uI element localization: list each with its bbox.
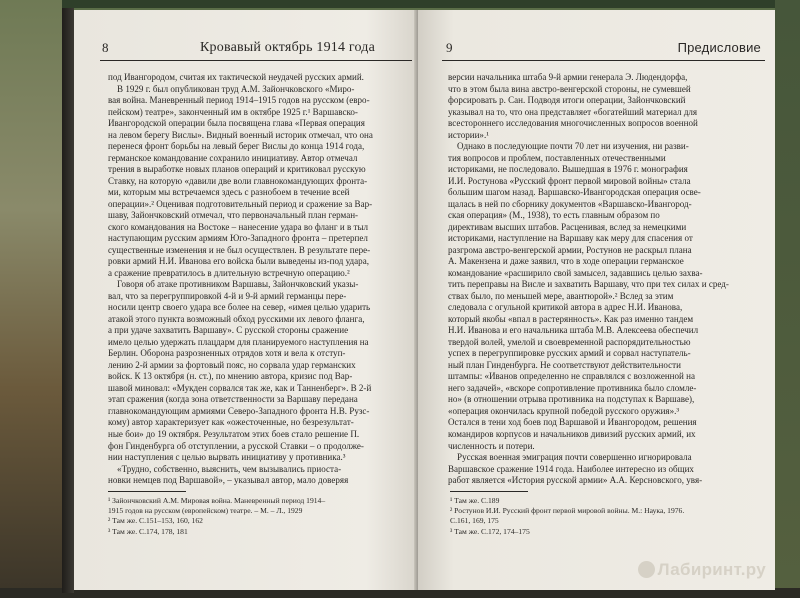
text-line: ровки армий Н.И. Иванова его войска были выведены из-под удара, (108, 256, 369, 267)
text-line: штампы: «Иванов определенно не справлялся с возложенной на (448, 371, 695, 382)
right-footnote-rule (450, 491, 528, 492)
footnote-line: С.161, 169, 175 (450, 516, 499, 526)
text-line: имело целью удержать плацдарм для планируемого наступления на (108, 336, 369, 347)
watermark-text: Лабиринт.ру (657, 560, 766, 579)
text-line: главнокомандующим армиями Северо-Западного фронта Н.В. Рузс- (108, 405, 370, 416)
text-line: Ставку, на которую «давили две воли главнокомандующих фронта- (108, 175, 368, 186)
left-page (74, 10, 418, 590)
text-line: атакой этого пункта возможный обход русскими их левого фланга, (108, 313, 365, 324)
text-line: фон Гинденбурга об отступлении, а русской Ставки – о продолже- (108, 440, 364, 451)
text-line: всестороннего исследования многочисленных вопросов военной (448, 118, 698, 129)
right-header-rule (442, 60, 765, 61)
text-line: шаву, Зайончковский отмечал, что первоначальный план герман- (108, 210, 359, 221)
text-line: численность и потери. (448, 440, 535, 451)
text-line: носили центр своего удара все более на север, «имея целью ударить (108, 302, 371, 313)
text-line: пейском) театре», законченный им в октябре 1925 г.¹ Варшавско- (108, 106, 358, 117)
text-line: щалась в ней по сборнику документов «Варшавско-Ивангород- (448, 198, 692, 209)
text-line: И.И. Ростунова «Русский фронт первой мировой войны» стала (448, 175, 691, 186)
text-line: под Ивангородом, считая их тактической неудачей русских армий. (108, 72, 364, 82)
text-line: а при удаче захватить Варшаву». С русской стороны сражение (108, 325, 349, 336)
text-line: кому) автор характеризует как «ожесточенные, но безрезультат- (108, 417, 354, 428)
text-line: большим шагом назад. Варшавско-Ивангородская операция осве- (448, 187, 701, 198)
text-line: историками, не последовало. Вышедшая в 1976 г. монография (448, 164, 688, 175)
text-line: версии начальника штаба 9-й армии генерала Э. Людендорфа, (448, 72, 688, 82)
background-left (0, 0, 62, 598)
watermark (638, 560, 766, 580)
text-line: В 1929 г. был опубликован труд А.М. Зайончковского «Миро- (108, 83, 355, 94)
text-line: шавой миновал: «Мукден сорвался так же, как и Танненберг». В 2-й (108, 382, 372, 393)
right-page-number: 9 (446, 40, 453, 55)
text-line: твердой волей, умелой и своевременной распорядительностью (448, 336, 691, 347)
text-line: ская операция» (М., 1938), то есть главным образом по (448, 210, 660, 221)
text-line: ный план Гинденбурга. Не соответствуют действительности (448, 359, 681, 370)
left-page-number: 8 (102, 40, 109, 55)
text-line: вал, что за перегруппировкой 4-й и 9-й армий германцы пере- (108, 290, 347, 301)
left-footnote-rule (108, 491, 186, 492)
background-right (775, 0, 800, 598)
text-line: А. Макензена и даже заявил, что в ходе операции германское (448, 256, 684, 267)
footnote-line: ³ Там же. С.172, 174–175 (450, 526, 530, 536)
text-line: разгрома австро-венгерской армии, Ростунов не раскрыл плана (448, 244, 692, 255)
text-line: командиров корпусов и начальников дивизий русских армий, их (448, 428, 696, 439)
text-line: указывал на то, что она представляет «богатейший материал для (448, 106, 698, 117)
text-line: работ является «История русской армии» А.А. Керсновского, увя- (448, 475, 703, 486)
text-line: германское командование сохранило инициативу. Автор отмечал (108, 152, 358, 163)
text-line: ствах было, по меньшей мере, авантюрой».² Вслед за этим (448, 290, 674, 301)
text-line: следовала с огульной критикой автора в адрес Н.И. Иванова, (448, 302, 683, 313)
left-body-text (108, 72, 408, 487)
text-line: существенные изменения и не был осуществлен. В результате пере- (108, 244, 371, 255)
text-line: тия вопросов и проблем, поставленных отечественными (448, 152, 666, 163)
footnote-line: 1915 годов на русском (европейском) театре. – М. – Л., 1929 (108, 506, 303, 516)
text-line: него задачей», «вскоре сопротивление противника было сломле- (448, 382, 697, 393)
text-line: ные бои» до 19 октября. Результатом этих боев стало решение П. (108, 428, 360, 439)
text-line: Берлин. Оборона разрозненных отрядов хотя и вела к отступ- (108, 348, 346, 359)
left-header-rule (100, 60, 412, 61)
text-line: ми, которым мы встречаемся здесь с разнобоем в течение всей (108, 187, 350, 198)
text-line: форсировать р. Сан. Подводя итоги операции, Зайончковский (448, 95, 686, 106)
text-line: но» (в отношении отрыва противника на подступах к Варшаве), (448, 394, 695, 405)
text-line: этап сражения (когда зона ответственности за Варшаву передана (108, 394, 358, 405)
text-line: командование «расширило свой замысел, задавшись целью захва- (448, 267, 703, 278)
text-line: наступающим русским армиям Юго-Западного фронта – претерпел (108, 233, 368, 244)
footnote-line: ¹ Зайончковский А.М. Мировая война. Маневренный период 1914– (108, 496, 326, 505)
left-running-title: Кровавый октябрь 1914 года (200, 40, 376, 55)
labirint-logo-icon (638, 561, 655, 578)
text-line: вая война. Маневренный период 1914–1915 годов на русском (евро- (108, 95, 370, 106)
text-line: ского командования на Востоке – нанесение удара во фланг и в тыл (108, 221, 369, 232)
text-line: историками, наступление на Варшаву как меру для спасения от (448, 233, 693, 244)
text-line: Говоря об атаке противником Варшавы, Зайончковский указы- (108, 279, 359, 290)
text-line: Варшавское сражение 1914 года. Наиболее интересно из общих (448, 463, 694, 474)
text-line: а сражение превратилось в длительную встречную операцию.² (108, 267, 350, 278)
footnote-line: ³ Там же. С.174, 178, 181 (108, 526, 188, 536)
text-line: на левом берегу Вислы». Видный военный историк отмечал, что она (108, 129, 373, 140)
text-line: что в этом была вина австро-венгерской стороны, не сумевшей (448, 83, 691, 94)
book-cover-edge (62, 8, 74, 593)
text-line: «Трудно, собственно, выяснить, чем вызывались приоста- (108, 463, 342, 474)
footnote-line: ² Ростунов И.И. Русский фронт первой мировой войны. М.: Наука, 1976. (450, 506, 685, 516)
left-footnotes (108, 496, 408, 537)
text-line: Остался в тени ход боев под Варшавой и Ивангородом, решения (448, 417, 697, 428)
text-line: перенеся фронт борьбы на левый берег Вислы до конца 1914 года, (108, 141, 365, 152)
text-line: трения в выработке новых планов операций и критиковал русскую (108, 164, 366, 175)
text-line: нии наступления с целью вырвать инициативу у противника.³ (108, 452, 346, 463)
text-line: Ивангородской операции была посвящена глава «Первая операция (108, 118, 365, 129)
text-line: успех в перегруппировке русских армий и сорвал наступатель- (448, 348, 691, 359)
text-line: Однако в последующие почти 70 лет ни изучения, ни разви- (448, 141, 689, 152)
right-footnotes (450, 496, 762, 537)
right-page (418, 10, 775, 590)
text-line: Н.И. Иванова и его начальника штаба М.В. Алексеева обеспечил (448, 325, 699, 336)
footnote-line: ² Там же. С.151–153, 160, 162 (108, 516, 203, 526)
text-line: новки немцев под Варшавой», – указывал автор, мало доверяя (108, 475, 349, 486)
text-line: операции».² Оценивая подготовительный период и сражение за Вар- (108, 198, 373, 209)
text-line: который якобы «впал в растерянность». Как раз именно тандем (448, 313, 694, 324)
right-body-text (448, 72, 760, 487)
text-line: истории».¹ (448, 129, 489, 140)
right-running-title: Предисловие (677, 40, 761, 55)
footnote-line: ¹ Там же. С.189 (450, 496, 500, 505)
text-line: директивам высших штабов. Расценивая, вслед за немецкими (448, 221, 687, 232)
background-top (0, 0, 800, 8)
text-line: войск. К 13 октября (н. ст.), по мнению автора, кризис под Вар- (108, 371, 353, 382)
text-line: «операция окончилась крупной победой русского оружия».³ (448, 405, 680, 416)
text-line: тить переправы на Висле и захватить Варшаву, что при тех силах и сред- (448, 279, 729, 290)
text-line: лению 2-й армии за фортовый пояс, но сорвала удар германских (108, 359, 356, 370)
text-line: Русская военная эмиграция почти совершенно игнорировала (448, 452, 692, 463)
